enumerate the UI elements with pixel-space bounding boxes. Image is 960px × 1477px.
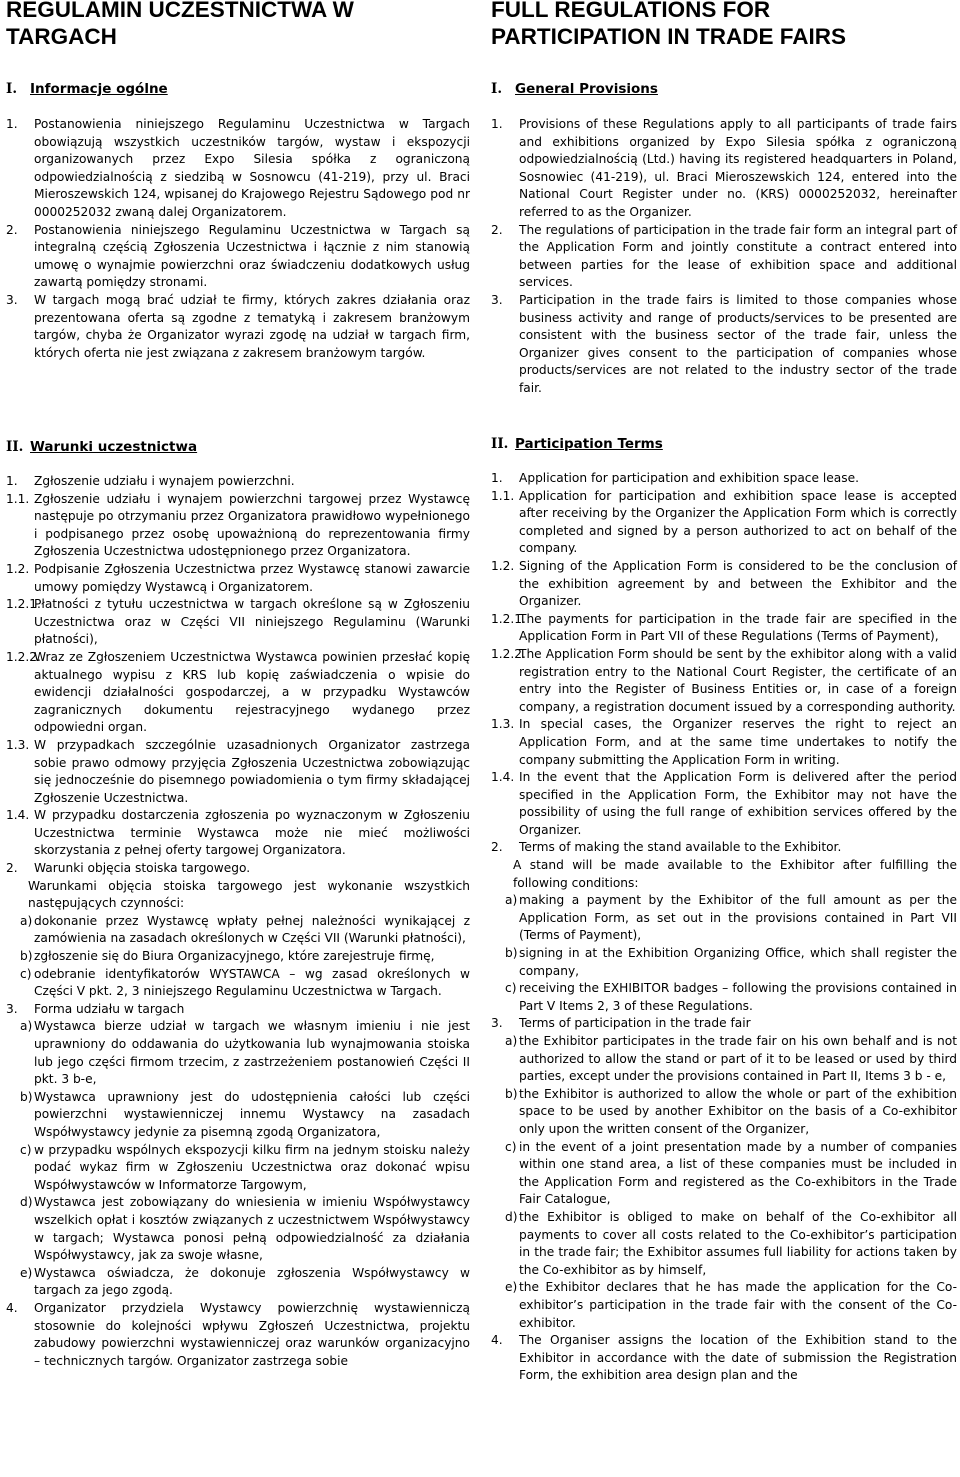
section-label: Participation Terms	[515, 436, 663, 452]
item-marker: c)	[505, 1139, 517, 1154]
item-text: odebranie identyfikatorów WYSTAWCA – wg zasad określonych w Części V pkt. 2, 3 niniejszego Regulaminu Uczestnictwa w Targach.	[34, 966, 470, 999]
item-text: Terms of making the stand available to the Exhibitor.	[519, 840, 842, 855]
list-item	[491, 1332, 957, 1385]
item-marker: a)	[505, 1034, 518, 1048]
item-marker: 1.1.	[491, 488, 515, 503]
section-number: II.	[6, 439, 24, 455]
list-item	[491, 769, 957, 839]
list-item	[6, 878, 470, 913]
item-marker: c)	[20, 966, 32, 981]
section-number: I.	[6, 81, 18, 97]
list-item	[6, 116, 470, 222]
item-marker: 1.2.	[491, 558, 515, 573]
item-marker: b)	[20, 1089, 33, 1104]
list-item	[491, 470, 957, 488]
list-item	[6, 292, 470, 362]
list-item	[6, 649, 470, 737]
polish-column	[6, 0, 470, 1477]
item-text: Zgłoszenie udziału i wynajem powierzchni targowej przez Wystawcę następuje po otrzymaniu przez Organizatora prawidłowo wypełnionego i podpisanego przez osobę upoważnioną do reprezentowania firmy Zgłoszenia Uczestnictwa udostępnionego przez Organizatora.	[34, 491, 470, 559]
list-item	[6, 473, 470, 491]
document-title-en: FULL REGULATIONS FOR PARTICIPATION IN TRADE FAIRS	[491, 0, 847, 49]
item-marker: 2.	[491, 222, 503, 237]
item-marker: 1.4.	[491, 770, 515, 785]
list-item	[6, 1089, 470, 1142]
item-text: the Exhibitor is authorized to allow the whole or part of the exhibition space to be used by another Exhibitor on the basis of a Co-exhibitor only upon the written consent of the Organizer,	[519, 1086, 957, 1136]
item-text: receiving the EXHIBITOR badges – following the provisions contained in Part V Items 2, 3 of these Regulations.	[519, 981, 957, 1013]
english-column	[491, 0, 957, 1477]
item-marker: a)	[20, 913, 33, 928]
item-marker: 3.	[6, 292, 18, 307]
item-text: Wraz ze Zgłoszeniem Uczestnictwa Wystawca powinien przesłać kopię aktualnego wypisu z KRS lub kopię zaświadczenia o wpisie do ewidencji działalności gospodarczej, a w przypadku Wystawców zagranicznych dokumentu rejestracyjnego wydanego przez odpowiedni organ.	[34, 649, 470, 735]
participation-terms-pl	[6, 473, 470, 1370]
item-text: signing in at the Exhibition Organizing Office, which shall register the company,	[519, 946, 957, 978]
list-item	[491, 1015, 957, 1033]
item-text: Wystawca uprawniony jest do udostępnienia całości lub części powierzchni wystawienniczej innemu Wystawcy na zasadach Współwystawcy jedynie za pisemną zgodą Organizatora,	[34, 1089, 470, 1139]
general-provisions-en	[491, 116, 957, 398]
item-text: W przypadkach szczególnie uzasadnionych Organizator zastrzega sobie prawo odmowy przyjęcia Zgłoszenia Uczestnictwa zobowiązując się jednocześnie do pisemnego powiadomienia o tym firmy składającej Zgłoszenie Uczestnictwa.	[34, 737, 470, 805]
item-text: Postanowienia niniejszego Regulaminu Uczestnictwa w Targach są integralną częścią Zgłoszenia Uczestnictwa i łącznie z nim stanowią umowę o wynajmie powierzchni oraz świadczeniu dodatkowych usług zawartą pomiędzy stronami.	[34, 222, 470, 290]
list-item	[491, 1086, 957, 1139]
item-marker: d)	[20, 1195, 33, 1210]
list-item	[6, 596, 470, 649]
item-marker: 3.	[491, 292, 503, 307]
item-text: Postanowienia niniejszego Regulaminu Uczestnictwa w Targach obowiązują wszystkich uczestników targów, wystaw i ekspozycji organizowanych przez Expo Silesia spółka z ograniczoną odpowiedzialnością z siedzibą w Sosnowcu (41-219), przy ul. Braci Mieroszewskich 124, wpisanej do Krajowego Rejestru Sądowego pod nr 0000252032 zwaną dalej Organizatorem.	[34, 117, 470, 219]
section-heading-participation-en	[491, 435, 663, 453]
list-item	[491, 716, 957, 769]
document-title-pl: REGULAMIN UCZESTNICTWA W TARGACH	[6, 0, 354, 49]
item-marker: a)	[20, 1019, 33, 1034]
list-item	[6, 1018, 470, 1088]
section-label: Warunki uczestnictwa	[30, 439, 198, 455]
section-number: I.	[491, 81, 503, 97]
list-item	[491, 980, 957, 1015]
item-text: Application for participation and exhibition space lease.	[519, 471, 859, 485]
item-marker: 4.	[491, 1333, 503, 1348]
list-item	[491, 222, 957, 292]
list-item	[491, 945, 957, 980]
general-provisions-pl	[6, 116, 470, 362]
item-marker: b)	[505, 946, 518, 961]
list-item	[6, 1001, 470, 1019]
item-text: Provisions of these Regulations apply to all participants of trade fairs and exhibitions organized by Expo Silesia spółka z ograniczoną odpowiedzialnością (Ltd.) having its registered headquarters in Poland, Sosnowiec (41-219), ul. Braci Mieroszewskich 124, entered into the National Court Register under no. (KRS) 0000252032, hereinafter referred to as the Organizer.	[519, 117, 957, 219]
item-text: Terms of participation in the trade fair	[519, 1016, 751, 1031]
list-item	[491, 1209, 957, 1279]
item-marker: 2.	[6, 222, 18, 237]
item-text: In special cases, the Organizer reserves the right to reject an Application Form, and at the same time undertakes to notify the company submitting the Application Form in writing.	[519, 717, 957, 767]
item-text: zgłoszenie się do Biura Organizacyjnego, które zarejestruje firmę,	[34, 949, 435, 964]
item-marker: b)	[505, 1086, 518, 1101]
item-text: Podpisanie Zgłoszenia Uczestnictwa przez Wystawcę stanowi zawarcie umowy pomiędzy Wystawcą i Organizatorem.	[34, 561, 470, 594]
item-text: making a payment by the Exhibitor of the full amount as per the Application Form, as set out in the provisions contained in Part VII (Terms of Payment),	[519, 893, 957, 943]
item-marker: 1.	[6, 117, 18, 131]
item-marker: 3.	[6, 1001, 18, 1016]
item-marker: 1.	[6, 474, 18, 488]
item-text: A stand will be made available to the Exhibitor after fulfilling the following conditions:	[513, 858, 957, 890]
item-marker: 1.2.	[6, 561, 30, 576]
list-item	[6, 807, 470, 860]
list-item	[6, 1265, 470, 1300]
item-text: The Organiser assigns the location of the Exhibition stand to the Exhibitor in accordance with the date of submission the Registration Form, the exhibition area design plan and the	[519, 1333, 957, 1383]
item-text: Organizator przydziela Wystawcy powierzchnię wystawienniczą stosownie do kolejności wpływu Zgłoszeń Uczestnictwa, projektu zabudowy powierzchni wystawienniczej oraz warunków organizacyjno – technicznych targów. Organizator zastrzega sobie	[34, 1300, 470, 1368]
list-item	[6, 1142, 470, 1195]
list-item	[6, 491, 470, 561]
item-marker: 1.2.2.	[6, 649, 41, 664]
item-marker: b)	[20, 949, 33, 964]
item-text: Forma udziału w targach	[34, 1001, 185, 1016]
list-item	[491, 116, 957, 222]
item-text: Warunki objęcia stoiska targowego.	[34, 861, 251, 876]
item-text: the Exhibitor declares that he has made the application for the Co-exhibitor’s participation in the trade fair with the consent of the Co-exhibitor.	[519, 1280, 957, 1330]
item-marker: d)	[505, 1209, 518, 1224]
item-marker: 1.	[491, 117, 503, 131]
item-marker: c)	[20, 1142, 32, 1157]
list-item	[6, 222, 470, 292]
item-marker: 1.2.2.	[491, 646, 526, 661]
item-text: The Application Form should be sent by the exhibitor along with a valid registration entry to the National Court Register, the certificate of an entry into the Register of Business Entities or, in case of a foreign company, a registration document issued by a corresponding authority.	[519, 646, 957, 714]
item-text: In the event that the Application Form is delivered after the period specified in the Application Form, the Exhibitor may not have the possibility of using the full range of exhibition services offered by the Organizer.	[519, 770, 957, 837]
list-item	[6, 737, 470, 807]
list-item	[491, 857, 957, 892]
list-item	[6, 948, 470, 966]
list-item	[6, 1300, 470, 1370]
item-text: Zgłoszenie udziału i wynajem powierzchni.	[34, 474, 295, 488]
item-text: The regulations of participation in the trade fair form an integral part of the Application Form and jointly constitute a contract entered into between parties for the lease of exhibition space and additional services.	[519, 222, 957, 290]
item-marker: 1.	[491, 471, 503, 485]
section-label: General Provisions	[515, 81, 658, 97]
item-marker: 4.	[6, 1300, 18, 1315]
item-marker: 1.2.1.	[491, 611, 526, 626]
item-text: dokonanie przez Wystawcę wpłaty pełnej należności wynikającej z zamówienia na zasadach określonych w Części VII (Warunki płatności),	[34, 913, 470, 946]
item-text: W targach mogą brać udział te firmy, których zakres działania oraz prezentowana oferta są zgodne z tematyką i zakresem branżowym targów, chyba że Organizator wyrazi zgodę na udział w targach firm, których oferta nie jest związana z zakresem branżowym targów.	[34, 292, 470, 360]
item-text: Participation in the trade fairs is limited to those companies whose business activity and range of products/services to be presented are consistent with the business sector of the trade fair, unless the Organizer gives consent to the participation of companies whose products/services are not related to the industry sector of the trade fair.	[519, 292, 957, 395]
item-marker: a)	[505, 893, 518, 908]
item-marker: 2.	[6, 861, 18, 876]
section-number: II.	[491, 436, 509, 452]
list-item	[491, 1279, 957, 1332]
list-item	[491, 1139, 957, 1209]
item-text: Signing of the Application Form is considered to be the conclusion of the exhibition agreement by and between the Exhibitor and the Organizer.	[519, 558, 957, 609]
list-item	[6, 860, 470, 878]
participation-terms-en	[491, 470, 957, 1385]
item-text: The payments for participation in the trade fair are specified in the Application Form in Part VII of these Regulations (Terms of Payment),	[519, 611, 957, 644]
item-marker: 3.	[491, 1016, 503, 1031]
item-text: the Exhibitor is obliged to make on behalf of the Co-exhibitor all payments to cover all costs related to the Co-exhibitor’s participation in the trade fair; the Exhibitor assumes full liability for actions taken by the Co-exhibitor as by himself,	[519, 1209, 957, 1277]
list-item	[491, 892, 957, 945]
item-marker: 1.3.	[491, 717, 515, 732]
item-text: the Exhibitor participates in the trade fair on his own behalf and is not authorized to allow the stand or part of it to be leased or used by third parties, except under the provisions contained in Part II, Items 3 b - e,	[519, 1034, 957, 1084]
list-item	[491, 558, 957, 611]
item-marker: 1.1.	[6, 491, 30, 506]
item-marker: e)	[505, 1280, 518, 1295]
item-text: Wystawca oświadcza, że dokonuje zgłoszenia Współwystawcy w targach za jego zgodą.	[34, 1265, 470, 1298]
list-item	[6, 561, 470, 596]
item-text: Application for participation and exhibition space lease is accepted after receiving by the Organizer the Application Form which is correctly completed and signed by a person authorized to act on behalf of the company.	[519, 488, 957, 556]
list-item	[491, 611, 957, 646]
list-item	[491, 646, 957, 716]
list-item	[491, 292, 957, 398]
section-label: Informacje ogólne	[30, 81, 168, 97]
item-marker: 1.4.	[6, 808, 30, 823]
item-text: in the event of a joint presentation made by a number of companies within one stand area, a list of these companies must be included in the Application Form and registered as the Co-exhibitors in the Trade Fair Catalogue,	[519, 1139, 957, 1207]
item-marker: e)	[20, 1265, 33, 1280]
list-item	[491, 488, 957, 558]
item-marker: 1.3.	[6, 737, 30, 752]
item-text: Płatności z tytułu uczestnictwa w targach określone są w Zgłoszeniu Uczestnictwa oraz w Części VII niniejszego Regulaminu (Warunki płatności),	[34, 597, 470, 647]
section-heading-participation-pl	[6, 438, 197, 456]
item-marker: c)	[505, 981, 517, 996]
item-marker: 1.2.1.	[6, 597, 41, 612]
item-text: Wystawca bierze udział w targach we własnym imieniu i nie jest uprawniony do oddawania do użytkowania lub wynajmowania stoiska lub jego części firmom trzecim, z zastrzeżeniem postanowień Części II pkt. 3 b-e,	[34, 1019, 470, 1087]
item-text: Wystawca jest zobowiązany do wniesienia w imieniu Współwystawcy wszelkich opłat i kosztów związanych z uczestnictwem Współwystawcy w targach; Wystawca ponosi pełną odpowiedzialność za działania Współwystawcy, jak za swoje własne,	[34, 1195, 470, 1263]
list-item	[6, 913, 470, 948]
section-heading-general-en	[491, 80, 658, 98]
list-item	[491, 1033, 957, 1086]
item-text: W przypadku dostarczenia zgłoszenia po wyznaczonym w Zgłoszeniu Uczestnictwa terminie Wystawca może nie mieć możliwości skorzystania z pełnej oferty targowej Organizatora.	[34, 808, 470, 858]
list-item	[6, 966, 470, 1001]
list-item	[6, 1194, 470, 1264]
section-heading-general-pl	[6, 80, 168, 98]
item-text: w przypadku wspólnych ekspozycji kilku firm na jednym stoisku należy podać wykaz firm w Zgłoszeniu Uczestnictwa oraz dokonać wpisu Współwystawców w Informatorze Targowym,	[34, 1142, 470, 1192]
item-text: Warunkami objęcia stoiska targowego jest wykonanie wszystkich następujących czynności:	[28, 878, 470, 911]
item-marker: 2.	[491, 840, 503, 855]
list-item	[491, 839, 957, 857]
